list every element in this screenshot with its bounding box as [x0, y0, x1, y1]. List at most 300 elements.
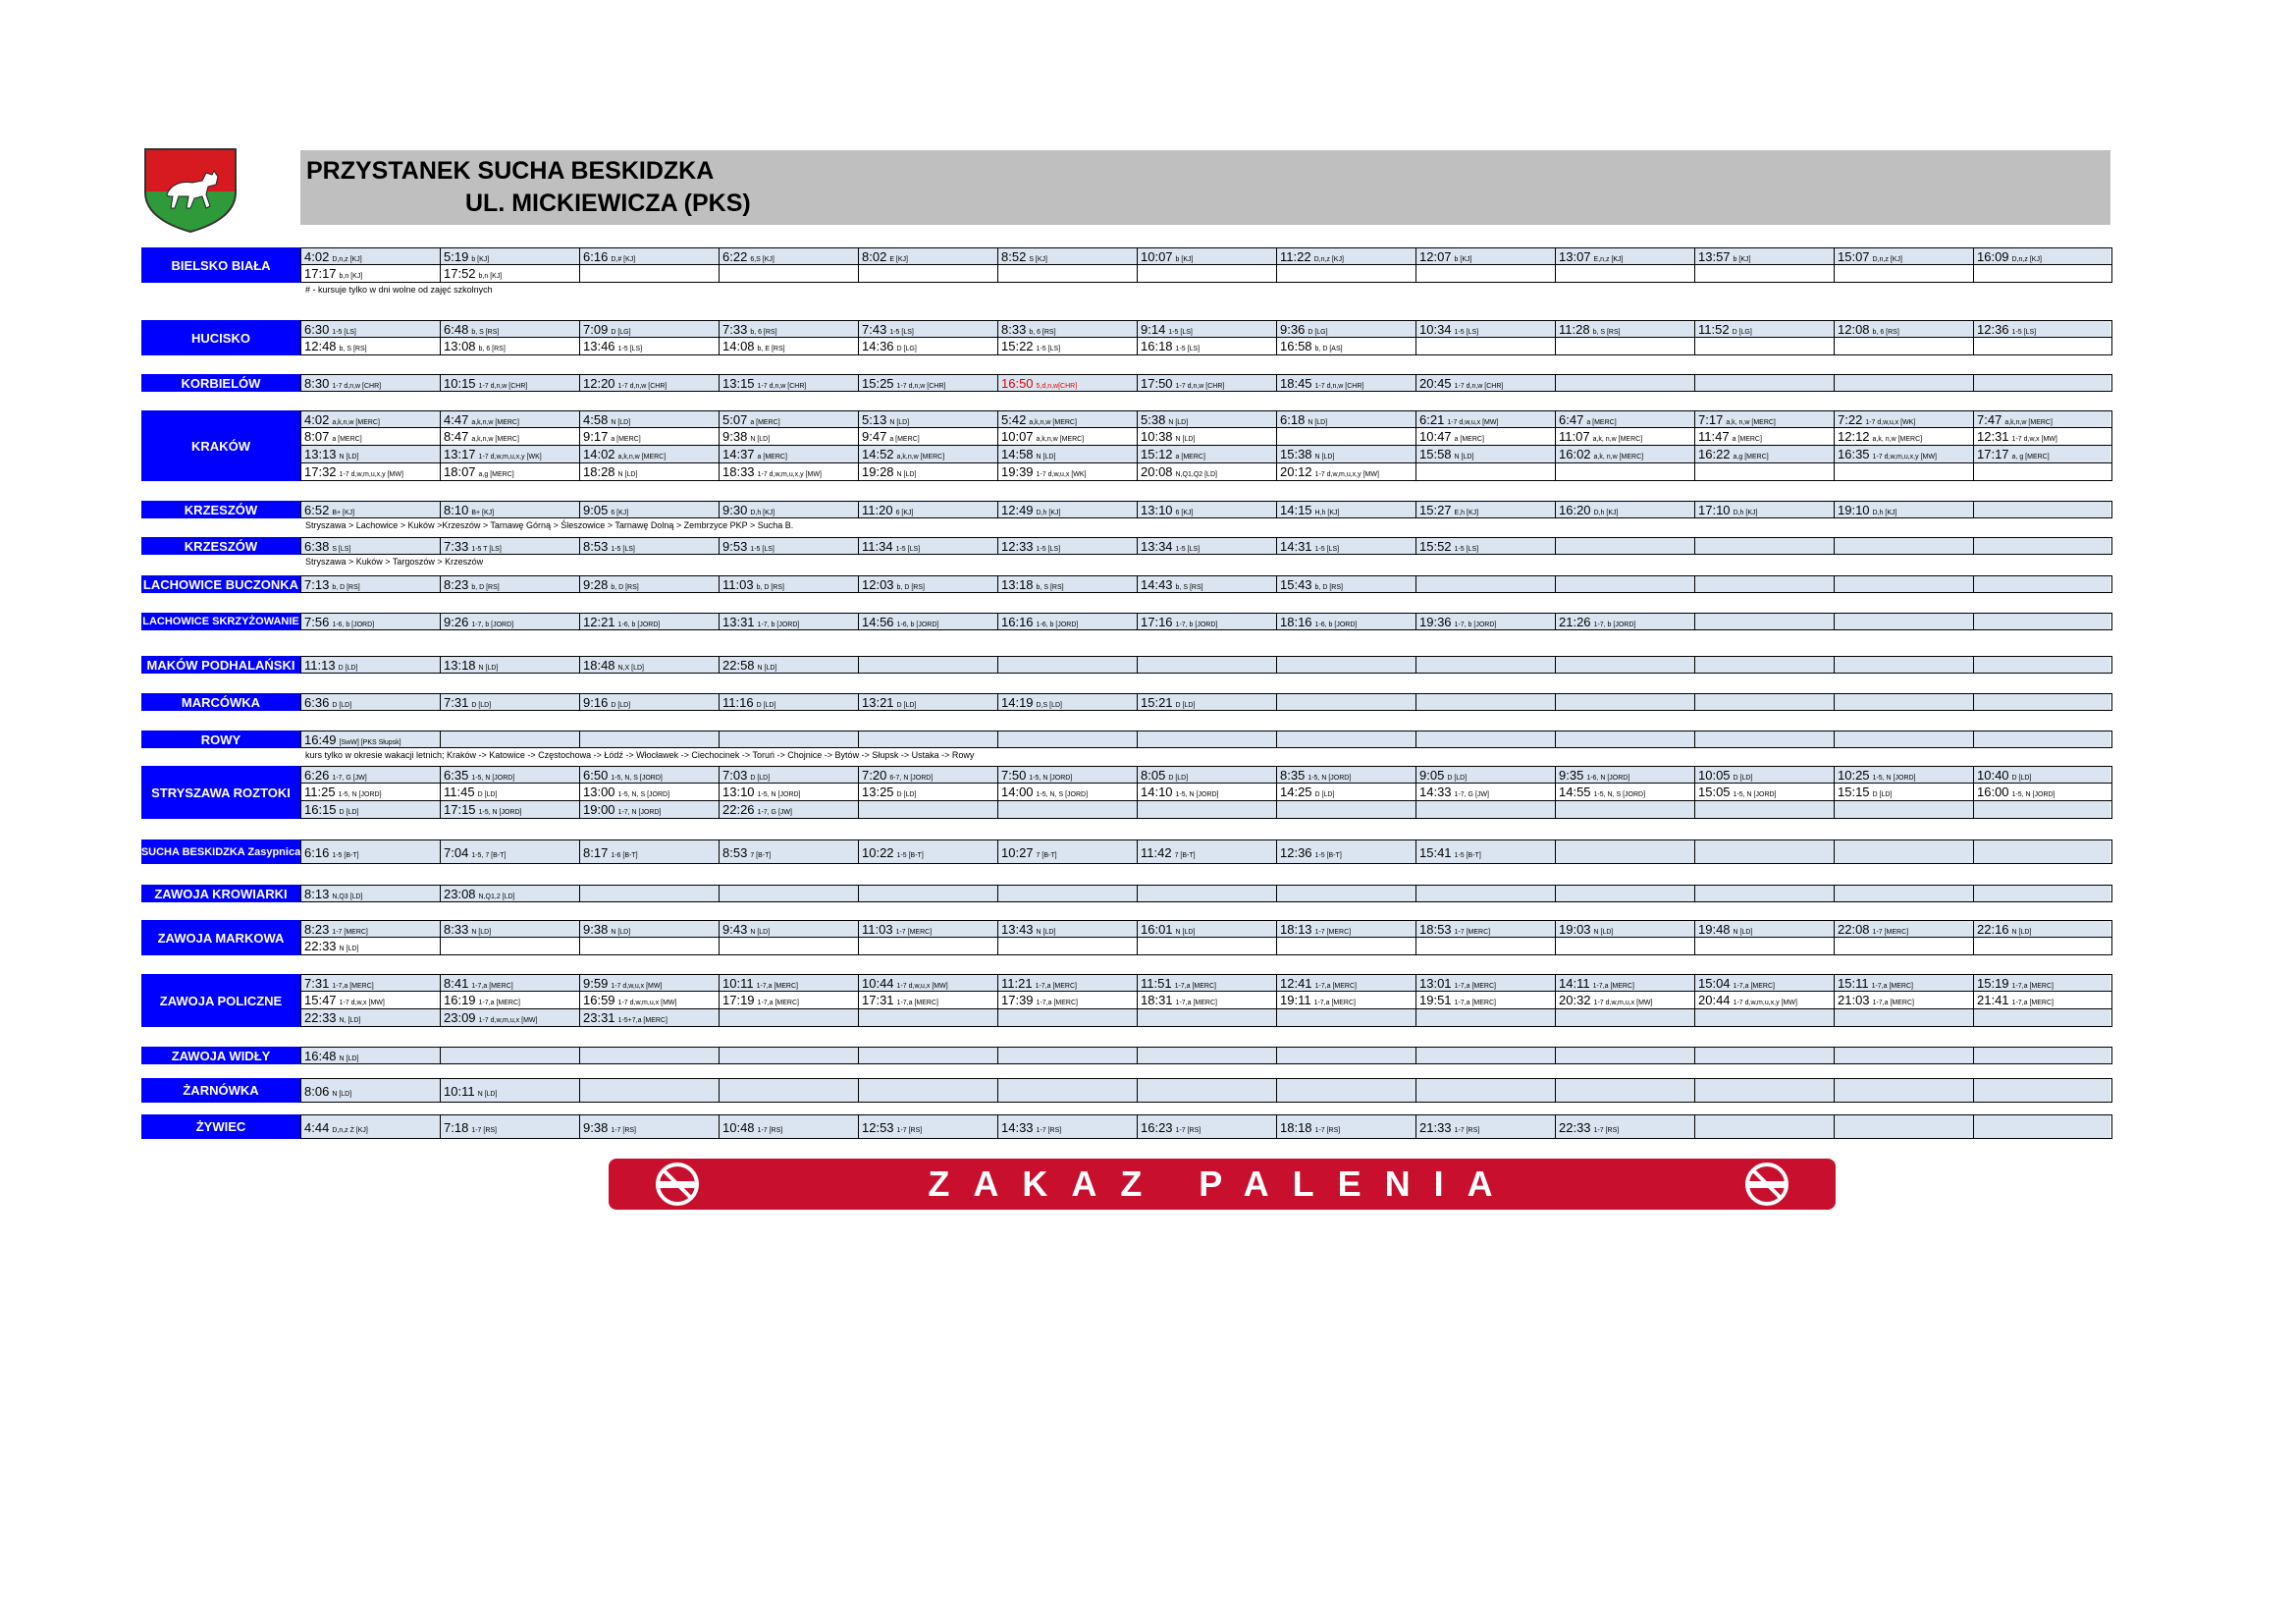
- route-note: # - kursuje tylko w dni wolne od zajęć szkolnych: [305, 285, 493, 295]
- departure-time: 13:17: [444, 447, 476, 461]
- departure-time: 17:16: [1141, 615, 1173, 629]
- departure-time: 6:48: [444, 322, 469, 337]
- departure-cell: [440, 501, 579, 518]
- departure-cell: [997, 766, 1137, 784]
- departure-time: 13:07: [1559, 249, 1591, 264]
- departure-time: 8:30: [304, 376, 330, 391]
- departure-time: 19:39: [1001, 464, 1034, 479]
- departure-cell: [300, 784, 440, 801]
- departure-time: 20:45: [1419, 376, 1452, 391]
- departure-cell: [1555, 885, 1694, 902]
- departure-time: 7:31: [444, 695, 469, 710]
- departure-time: 7:17: [1698, 412, 1724, 427]
- departure-cell: [1276, 501, 1415, 518]
- table-row: [300, 446, 2110, 463]
- departure-notes: 1-5, N [JORD]: [338, 791, 382, 798]
- departure-time: 9:28: [583, 577, 609, 592]
- departure-cell: [1415, 1114, 1555, 1139]
- departure-time: 8:23: [444, 577, 469, 592]
- departure-cell: [1415, 1078, 1555, 1103]
- departure-time: 16:58: [1280, 339, 1312, 353]
- departure-notes: 7 [B-T]: [1174, 852, 1196, 859]
- departure-time: 12:08: [1838, 322, 1870, 337]
- departure-notes: D [LG]: [896, 346, 917, 352]
- departure-time: 9:05: [583, 503, 609, 517]
- departure-cell: [1415, 656, 1555, 674]
- departure-time: 6:52: [304, 503, 330, 517]
- destination-name: ZAWOJA POLICZNE: [141, 974, 300, 1027]
- departure-cell: [579, 992, 719, 1009]
- departure-notes: N,Q1,2 [LD]: [478, 893, 515, 900]
- departure-time: 8:53: [722, 845, 748, 860]
- table-row: [300, 501, 2110, 518]
- departure-cell: [719, 784, 858, 801]
- departure-notes: E,n,z [KJ]: [1593, 256, 1624, 263]
- departure-cell: [858, 537, 997, 555]
- departure-cell: [719, 410, 858, 428]
- departure-notes: 1-5, N [JORD]: [2011, 791, 2056, 798]
- departure-notes: N [LD]: [750, 929, 771, 936]
- departure-notes: b, D [RS]: [756, 584, 784, 591]
- departure-cell: [579, 885, 719, 902]
- departure-cell: [1973, 885, 2112, 902]
- departure-notes: N [LD]: [896, 471, 917, 478]
- departure-notes: 1-7, b [JORD]: [1175, 622, 1218, 628]
- departure-time: 21:33: [1419, 1120, 1452, 1135]
- table-row: [300, 801, 2110, 819]
- departure-cell: [1694, 265, 1834, 283]
- table-row: [300, 731, 2110, 748]
- departure-cell: [300, 839, 440, 864]
- departure-notes: b, 6 [RS]: [750, 329, 777, 336]
- departure-time: 8:33: [1001, 322, 1027, 337]
- departure-cell: [1137, 885, 1276, 902]
- departure-time: 13:18: [444, 658, 476, 673]
- departure-cell: [1834, 839, 1973, 864]
- departure-time: 15:21: [1141, 695, 1173, 710]
- departure-notes: 1-7 [MERC]: [1454, 929, 1491, 936]
- departure-cell: [1137, 265, 1276, 283]
- departure-cell: [1555, 992, 1694, 1009]
- departure-notes: a [MERC]: [611, 436, 641, 443]
- departure-time: 11:52: [1698, 322, 1730, 337]
- departure-cell: [579, 1047, 719, 1064]
- departure-time: 11:03: [862, 922, 893, 937]
- departure-cell: [440, 839, 579, 864]
- departure-time: 16:35: [1838, 447, 1870, 461]
- table-row: [300, 575, 2110, 593]
- departure-time: 16:19: [444, 993, 476, 1007]
- departure-time: 16:00: [1977, 785, 2009, 799]
- departure-time: 8:07: [304, 429, 330, 444]
- departure-cell: [1415, 428, 1555, 446]
- departure-cell: [1555, 575, 1694, 593]
- departure-cell: [1555, 537, 1694, 555]
- departure-notes: 1-5 [LS]: [617, 346, 643, 352]
- departure-cell: [1415, 1009, 1555, 1027]
- departure-cell: [1834, 428, 1973, 446]
- departure-cell: [440, 1009, 579, 1027]
- departure-cell: [1555, 974, 1694, 992]
- departure-cell: [1415, 731, 1555, 748]
- departure-cell: [1415, 920, 1555, 938]
- destination-block: [141, 920, 2110, 955]
- departure-cell: [858, 693, 997, 711]
- departure-notes: 1-7 [MERC]: [1314, 929, 1352, 936]
- departure-notes: 1-7,a [MERC]: [896, 1000, 938, 1006]
- departure-notes: 1-7,a [MERC]: [1454, 983, 1496, 990]
- departure-time: 15:43: [1280, 577, 1312, 592]
- departure-cell: [1276, 446, 1415, 463]
- departure-notes: 1-7 d,w,u,x [WK]: [1036, 471, 1087, 478]
- departure-cell: [1694, 1009, 1834, 1027]
- departure-time: 11:34: [862, 539, 893, 554]
- departure-time: 10:05: [1698, 768, 1731, 783]
- departure-cell: [719, 537, 858, 555]
- departure-time: 14:37: [722, 447, 755, 461]
- departure-time: 18:18: [1280, 1120, 1312, 1135]
- departure-cell: [440, 374, 579, 392]
- departure-cell: [1973, 501, 2112, 518]
- departure-notes: 1-7 d,n,w [CHR]: [896, 383, 946, 390]
- departure-notes: 1-5 [LS]: [1168, 329, 1193, 336]
- table-row: [300, 885, 2110, 902]
- departure-cell: [1973, 463, 2112, 481]
- departure-cell: [997, 839, 1137, 864]
- departure-cell: [1694, 1078, 1834, 1103]
- departure-notes: E [KJ]: [889, 256, 908, 263]
- departure-notes: 6-7, N [JORD]: [889, 775, 934, 782]
- departure-time: 13:21: [862, 695, 894, 710]
- departure-time: 9:47: [862, 429, 887, 444]
- departure-notes: B+ [KJ]: [471, 510, 495, 516]
- destination-name: KRAKÓW: [141, 410, 300, 481]
- departure-time: 17:31: [862, 993, 894, 1007]
- departure-cell: [1694, 656, 1834, 674]
- departure-notes: b [KJ]: [1454, 256, 1472, 263]
- departure-cell: [1415, 463, 1555, 481]
- departure-notes: D [LG]: [611, 329, 631, 336]
- departure-time: 20:08: [1141, 464, 1173, 479]
- departure-time: 14:33: [1001, 1120, 1034, 1135]
- departure-time: 8:53: [583, 539, 609, 554]
- table-row: [300, 428, 2110, 446]
- departure-notes: D,h [KJ]: [1733, 510, 1758, 516]
- departure-notes: D [LD]: [471, 702, 492, 709]
- departure-cell: [1694, 410, 1834, 428]
- departure-cell: [300, 938, 440, 955]
- departure-time: 11:16: [722, 695, 754, 710]
- departure-time: 19:03: [1559, 922, 1591, 937]
- departure-time: 7:50: [1001, 768, 1027, 783]
- departure-cell: [579, 247, 719, 265]
- departure-notes: 7 [B-T]: [1036, 852, 1057, 859]
- departure-time: 15:25: [862, 376, 894, 391]
- destination-block: [141, 537, 2110, 567]
- departure-cell: [300, 1009, 440, 1027]
- departure-cell: [1415, 613, 1555, 630]
- departure-time: 8:13: [304, 887, 330, 901]
- departure-cell: [1137, 766, 1276, 784]
- departure-cell: [1694, 575, 1834, 593]
- departure-cell: [579, 1009, 719, 1027]
- departure-notes: 1-5 [LS]: [1175, 546, 1201, 553]
- departure-notes: [SwW] [PKS Słupsk]: [339, 739, 401, 746]
- departure-cell: [997, 501, 1137, 518]
- departure-notes: 1-7, G [JW]: [332, 775, 367, 782]
- departure-notes: N [LD]: [1733, 929, 1753, 936]
- departure-notes: 1-7 d,w,m,u,x [MW]: [478, 1017, 538, 1024]
- departure-time: 13:25: [862, 785, 894, 799]
- destination-block: [141, 974, 2110, 1027]
- departure-cell: [440, 428, 579, 446]
- departure-time: 7:33: [444, 539, 469, 554]
- departure-time: 22:16: [1977, 922, 2009, 937]
- departure-cell: [858, 338, 997, 355]
- departure-notes: 1-5 T [LS]: [471, 546, 502, 553]
- departure-notes: 6 [KJ]: [611, 510, 629, 516]
- departure-cell: [1137, 920, 1276, 938]
- departure-cell: [1555, 656, 1694, 674]
- table-row: [300, 784, 2110, 801]
- departure-notes: 1-5, N, S [JORD]: [1036, 791, 1089, 798]
- departure-cell: [1694, 938, 1834, 955]
- departure-cell: [1973, 1009, 2112, 1027]
- departure-cell: [997, 428, 1137, 446]
- departure-cell: [1415, 992, 1555, 1009]
- departure-time: 11:51: [1141, 976, 1172, 991]
- departure-cell: [719, 501, 858, 518]
- departure-notes: 1-7 [MERC]: [1872, 929, 1909, 936]
- departure-cell: [997, 537, 1137, 555]
- departure-notes: 6,S [KJ]: [750, 256, 774, 263]
- destination-name: HUCISKO: [141, 320, 300, 355]
- destination-name: ZAWOJA MARKOWA: [141, 920, 300, 955]
- departure-notes: 1-7,a [MERC]: [478, 1000, 520, 1006]
- departure-cell: [997, 1114, 1137, 1139]
- departure-notes: b, E [RS]: [757, 346, 785, 352]
- departure-cell: [1276, 374, 1415, 392]
- departure-time: 11:21: [1001, 976, 1033, 991]
- departure-time: 6:22: [722, 249, 748, 264]
- departure-time: 9:35: [1559, 768, 1584, 783]
- departure-notes: D,n,z [KJ]: [2011, 256, 2042, 263]
- departure-notes: 1-7,a [MERC]: [1592, 983, 1634, 990]
- departure-cell: [1973, 784, 2112, 801]
- departure-cell: [1973, 801, 2112, 819]
- departure-time: 5:13: [862, 412, 887, 427]
- departure-time: 13:31: [722, 615, 755, 629]
- departure-cell: [1276, 693, 1415, 711]
- departure-notes: 1-7,a [MERC]: [332, 983, 374, 990]
- departure-time: 17:50: [1141, 376, 1173, 391]
- departure-cell: [1555, 938, 1694, 955]
- departure-notes: a,k,n,w [MERC]: [471, 419, 519, 426]
- table-row: [300, 537, 2110, 555]
- departure-time: 17:15: [444, 802, 476, 817]
- departure-cell: [997, 1078, 1137, 1103]
- departure-time: 20:12: [1280, 464, 1312, 479]
- route-note: Stryszawa > Kuków > Targoszów > Krzeszów: [305, 557, 484, 567]
- departure-notes: N [LD]: [611, 929, 631, 936]
- departure-notes: D [LD]: [332, 702, 352, 709]
- departure-cell: [997, 1047, 1137, 1064]
- departure-time: 14:52: [862, 447, 894, 461]
- departure-cell: [1137, 974, 1276, 992]
- departure-cell: [1276, 463, 1415, 481]
- departure-time: 9:14: [1141, 322, 1166, 337]
- departure-cell: [1973, 1078, 2112, 1103]
- table-row: [300, 320, 2110, 338]
- departure-cell: [1973, 338, 2112, 355]
- departure-cell: [1694, 920, 1834, 938]
- departure-cell: [1694, 428, 1834, 446]
- departure-time: 17:52: [444, 266, 476, 281]
- departure-time: 19:11: [1280, 993, 1311, 1007]
- departure-cell: [1973, 320, 2112, 338]
- departure-cell: [1834, 1114, 1973, 1139]
- departure-cell: [719, 839, 858, 864]
- departure-notes: 1-7 [RS]: [1036, 1127, 1062, 1134]
- departure-notes: 1-7 d,w,x [MW]: [339, 1000, 385, 1006]
- departure-time: 9:53: [722, 539, 748, 554]
- departure-notes: 1-7 d,w,m,u,x [MW]: [617, 1000, 677, 1006]
- departure-notes: a [MERC]: [750, 419, 780, 426]
- departure-cell: [1694, 974, 1834, 992]
- departure-cell: [1137, 338, 1276, 355]
- departure-notes: N [LD]: [611, 419, 631, 426]
- departure-notes: 1-7,a [MERC]: [1872, 1000, 1914, 1006]
- departure-cell: [1834, 501, 1973, 518]
- departure-cell: [858, 410, 997, 428]
- departure-time: 9:38: [583, 922, 609, 937]
- departure-time: 7:33: [722, 322, 748, 337]
- departure-cell: [1694, 247, 1834, 265]
- departure-notes: N [LD]: [1454, 454, 1474, 460]
- departure-notes: 1-7,a [MERC]: [1313, 1000, 1356, 1006]
- departure-cell: [300, 1078, 440, 1103]
- departure-time: 12:07: [1419, 249, 1452, 264]
- departure-notes: 1-5 [LS]: [332, 329, 356, 336]
- departure-time: 4:02: [304, 249, 330, 264]
- departure-cell: [858, 247, 997, 265]
- departure-time: 7:13: [304, 577, 330, 592]
- departure-cell: [300, 731, 440, 748]
- departure-notes: 1-7 [MERC]: [895, 929, 933, 936]
- departure-notes: 1-7 [RS]: [1454, 1127, 1480, 1134]
- departure-time: 13:10: [722, 785, 755, 799]
- departure-notes: a,k, n,w [MERC]: [1593, 454, 1644, 460]
- departure-time: 15:07: [1838, 249, 1870, 264]
- departure-notes: b, D [RS]: [1314, 584, 1343, 591]
- departure-time: 13:46: [583, 339, 615, 353]
- departure-cell: [300, 1114, 440, 1139]
- departure-time: 9:30: [722, 503, 748, 517]
- departure-notes: a [MERC]: [757, 454, 787, 460]
- departure-time: 15:38: [1280, 447, 1312, 461]
- departure-notes: N, [LD]: [339, 1017, 361, 1024]
- departure-cell: [997, 265, 1137, 283]
- departure-cell: [1276, 1114, 1415, 1139]
- departure-cell: [1834, 766, 1973, 784]
- departure-cell: [858, 501, 997, 518]
- departure-time: 11:13: [304, 658, 336, 673]
- destination-block: [141, 374, 2110, 392]
- departure-notes: 1-5 [LS]: [1036, 346, 1061, 352]
- departure-notes: 1-7 [RS]: [896, 1127, 923, 1134]
- departure-cell: [1276, 1047, 1415, 1064]
- departure-notes: a [MERC]: [1586, 419, 1617, 426]
- departure-notes: 1-5 [LS]: [889, 329, 914, 336]
- departure-cell: [858, 920, 997, 938]
- departure-cell: [1694, 446, 1834, 463]
- departure-cell: [858, 320, 997, 338]
- departure-notes: 1-6, b [JORD]: [1314, 622, 1358, 628]
- departure-cell: [997, 656, 1137, 674]
- departure-time: 12:41: [1280, 976, 1312, 991]
- departure-cell: [719, 656, 858, 674]
- departure-notes: 1-7,a [MERC]: [1314, 983, 1357, 990]
- departure-cell: [719, 1047, 858, 1064]
- departure-notes: 1-7,a [MERC]: [757, 1000, 799, 1006]
- departure-time: 4:44: [304, 1120, 330, 1135]
- departure-notes: a,g [MERC]: [478, 471, 514, 478]
- departure-notes: a,k,n,w [MERC]: [1029, 419, 1077, 426]
- departure-notes: b,n [KJ]: [478, 273, 503, 280]
- departure-cell: [1834, 575, 1973, 593]
- stop-title: PRZYSTANEK SUCHA BESKIDZKA: [306, 157, 715, 185]
- departure-cell: [1137, 938, 1276, 955]
- departure-cell: [858, 731, 997, 748]
- departure-cell: [440, 784, 579, 801]
- departure-notes: D,n,z [KJ]: [1872, 256, 1902, 263]
- departure-cell: [1137, 693, 1276, 711]
- departure-cell: [1276, 992, 1415, 1009]
- departure-cell: [1276, 320, 1415, 338]
- departure-cell: [997, 374, 1137, 392]
- departure-cell: [1555, 839, 1694, 864]
- departure-notes: 1-5 [B-T]: [1454, 852, 1481, 859]
- departure-cell: [1834, 537, 1973, 555]
- departure-notes: 1-7 d,w,m,u,x,y [MW]: [1733, 1000, 1797, 1006]
- table-row: [300, 992, 2110, 1009]
- departure-notes: b, S [RS]: [1036, 584, 1064, 591]
- departure-cell: [1276, 885, 1415, 902]
- departure-cell: [997, 693, 1137, 711]
- departure-cell: [1137, 410, 1276, 428]
- departure-time: 10:38: [1141, 429, 1173, 444]
- departure-cell: [1137, 731, 1276, 748]
- departure-cell: [997, 784, 1137, 801]
- departure-time: 12:12: [1838, 429, 1870, 444]
- departure-cell: [1694, 1114, 1834, 1139]
- departure-cell: [1276, 766, 1415, 784]
- departure-cell: [719, 1009, 858, 1027]
- departure-cell: [1137, 1009, 1276, 1027]
- departure-time: 17:17: [1977, 447, 2009, 461]
- departure-notes: N [LD]: [1036, 454, 1056, 460]
- departure-time: 8:35: [1280, 768, 1306, 783]
- departure-time: 13:13: [304, 447, 337, 461]
- departure-notes: N [LD]: [471, 929, 492, 936]
- table-row: [300, 920, 2110, 938]
- departure-time: 13:15: [722, 376, 755, 391]
- stop-subtitle: UL. MICKIEWICZA (PKS): [465, 189, 751, 217]
- departure-time: 16:01: [1141, 922, 1173, 937]
- departure-cell: [300, 974, 440, 992]
- departure-cell: [719, 428, 858, 446]
- departure-cell: [1834, 656, 1973, 674]
